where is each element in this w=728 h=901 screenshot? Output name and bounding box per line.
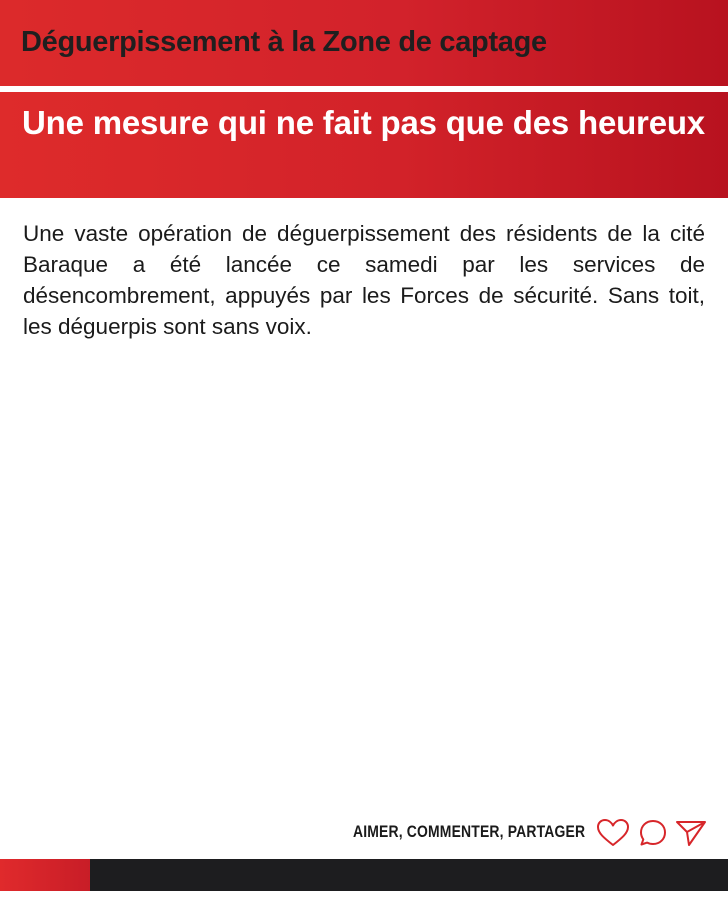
bottom-bar: [0, 859, 728, 891]
share-bar: [0, 814, 728, 852]
headline: Une mesure qui ne fait pas que des heureux: [22, 104, 705, 141]
heart-icon[interactable]: [596, 818, 630, 848]
comment-icon[interactable]: [638, 818, 668, 848]
bottom-accent: [0, 859, 90, 891]
lead-paragraph: Une vaste opération de déguerpissement des résidents de la cité Baraque a été lancée ce samedi par les services de désencombrement, appuyés par les Forces de sécurité. Sans toit, les déguerpis sont sans voix.: [23, 221, 705, 339]
headline-band: [0, 92, 728, 198]
send-icon[interactable]: [675, 818, 707, 848]
kicker-title: Déguerpissement à la Zone de captage: [21, 26, 547, 58]
cta-text: AIMER, COMMENTER, PARTAGER: [352, 822, 585, 841]
top-banner: [0, 0, 728, 86]
